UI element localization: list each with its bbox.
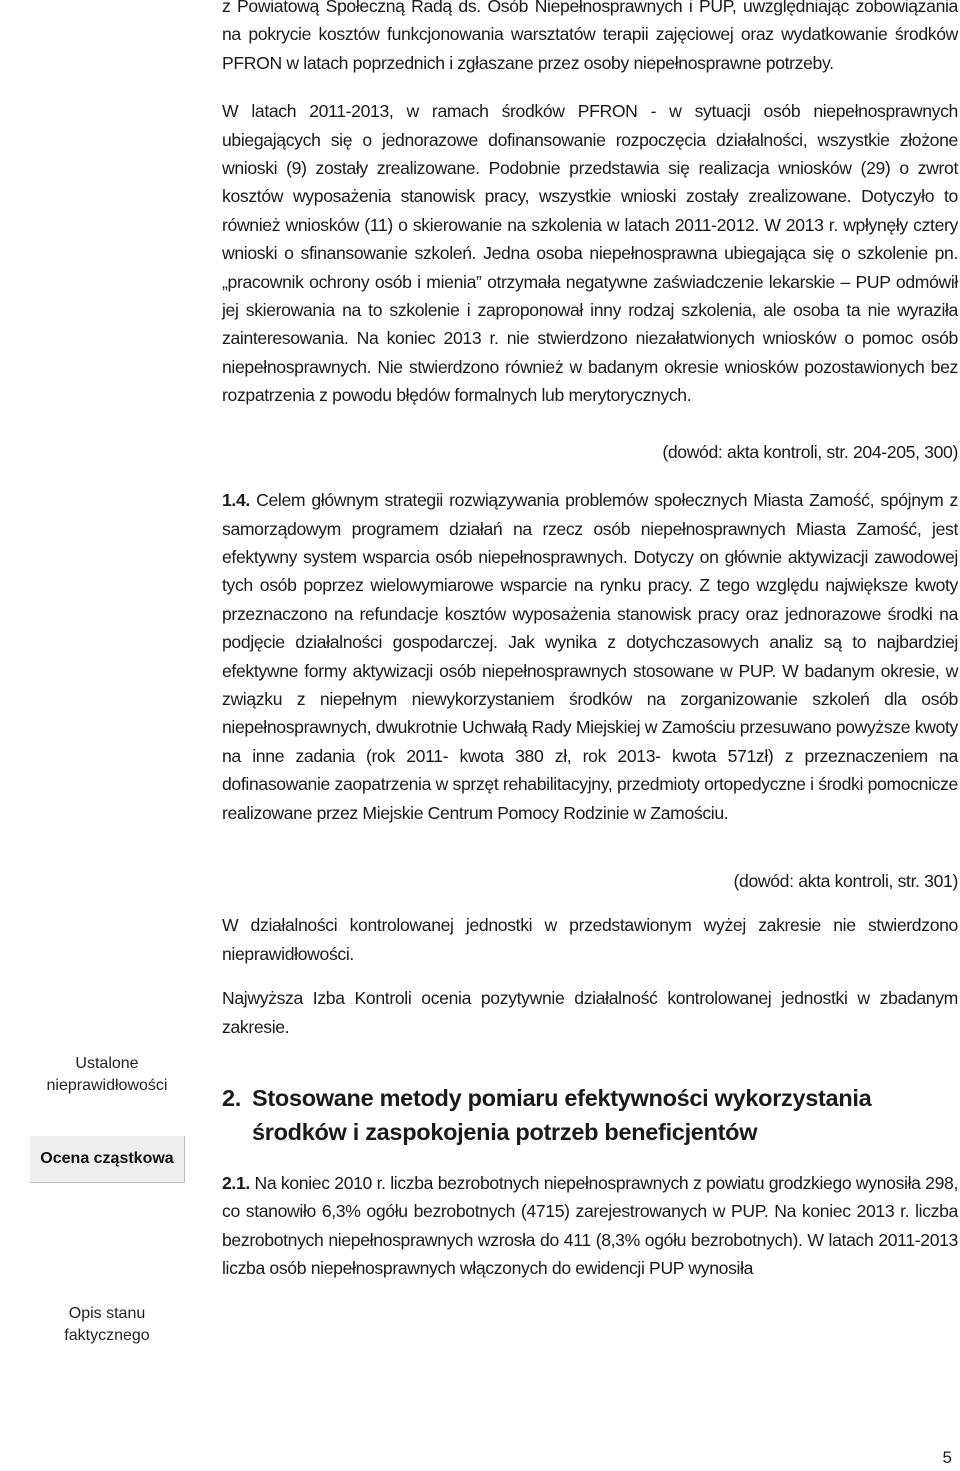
page-number: 5 [942, 1448, 952, 1467]
evidence-reference-2: (dowód: akta kontroli, str. 301) [733, 870, 958, 891]
section-heading-text: Stosowane metody pomiaru efektywności wykorzystania środków i zaspokojenia potrzeb beneficjentów [252, 1085, 872, 1145]
section-heading-2 [222, 1081, 958, 1149]
sidebar-label-factual-description: Opis stanu faktycznego [64, 1305, 150, 1344]
paragraph-unemployment [222, 1169, 958, 1283]
section-number-1-4: 1.4. [222, 490, 250, 511]
section-number-2-1: 2.1. [222, 1173, 250, 1193]
paragraph-continuation: z Powiatową Społeczną Radą ds. Osób Niepełnosprawnych i PUP, uwzględniając zobowiązania na pokrycie kosztów funkcjonowania warsztatów terapii zajęciowej oraz wydatkowanie środków PFRON w latach poprzednich i zgłaszane przez osoby niepełnosprawne potrzeby. [222, 0, 958, 73]
sidebar-label-irregularities: Ustalone nieprawidłowości [46, 1055, 168, 1094]
evidence-reference-1: (dowód: akta kontroli, str. 204-205, 300) [662, 441, 958, 462]
paragraph-unemployment-text: Na koniec 2010 r. liczba bezrobotnych niepełnosprawnych z powiatu grodzkiego wynosiła 298, co stanowiło 6,3% ogółu bezrobotnych (4715) zarejestrowanych w PUP. Na koniec 2013 r. liczba bezrobotnych niepełnosprawnych wzrosła do 411 (8,3% ogółu bezrobotnych). W latach 2011-2013 liczba osób niepełnosprawnych włączonych do ewidencji PUP wynosiła [222, 1173, 958, 1279]
paragraph-strategy [222, 486, 958, 827]
main-text-column [222, 0, 958, 1283]
paragraph-assessment: Najwyższa Izba Kontroli ocenia pozytywnie działalność kontrolowanej jednostki w zbadanym zakresie. [222, 988, 958, 1037]
sidebar-label-partial-assessment: Ocena cząstkowa [30, 1136, 185, 1183]
paragraph-strategy-text: Celem głównym strategii rozwiązywania problemów społecznych Miasta Zamość, spójnym z samorządowym programem działań na rzecz osób niepełnosprawnych Miasta Zamość, jest efektywny system wsparcia osób niepełnosprawnych. Dotyczy on głównie aktywizacji zawodowej tych osób poprzez wielowymiarowe wsparcie na rynku pracy. Z tego względu największe kwoty przeznaczono na refundacje kosztów wyposażenia stanowisk pracy oraz jednorazowe środki na podjęcie działalności gospodarczej. Jak wynika z dotychczasowych analiz są to najbardziej efektywne formy aktywizacji osób niepełnosprawnych stosowane w PUP. W badanym okresie, w związku z niepełnym niewykorzystaniem środków na zorganizowanie szkoleń dla osób niepełnosprawnych, dwukrotnie Uchwałą Rady Miejskiej w Zamościu przesuwano powyższe kwoty na inne zadania (rok 2011- kwota 380 zł, rok 2013- kwota 571zł) z przeznaczeniem na dofinasowanie zaopatrzenia w sprzęt rehabilitacyjny, przedmioty ortopedyczne i środki pomocnicze realizowane przez Miejskie Centrum Pomocy Rodzinie w Zamościu. [222, 490, 958, 823]
paragraph-irregularities: W działalności kontrolowanej jednostki w przedstawionym wyżej zakresie nie stwierdzono nieprawidłowości. [222, 915, 958, 964]
paragraph-pfron: W latach 2011-2013, w ramach środków PFRON - w sytuacji osób niepełnosprawnych ubiegających się o jednorazowe dofinansowanie rozpoczęcia działalności, wszystkie złożone wnioski (9) zostały zrealizowane. Podobnie przedstawia się realizacja wniosków (29) o zwrot kosztów wyposażenia stanowisk pracy, wszystkie wnioski zostały zrealizowane. Dotyczyło to również wniosków (11) o skierowanie na szkolenia w latach 2011-2012. W 2013 r. wpłynęły cztery wnioski o sfinansowanie szkoleń. Jedna osoba niepełnosprawna ubiegająca się o szkolenie pn. „pracownik ochrony osób i mienia” otrzymała negatywne zaświadczenie lekarskie – PUP odmówił jej skierowania na to szkolenie i zaproponował inny rodzaj szkolenia, ale osoba ta nie wyraziła zainteresowania. Na koniec 2013 r. nie stwierdzono niezałatwionych wniosków o pomoc osób niepełnosprawnych. Nie stwierdzono również w badanym okresie wniosków pozostawionych bez rozpatrzenia z powodu błędów formalnych lub merytorycznych. [222, 101, 958, 406]
section-heading-number: 2. [222, 1085, 241, 1111]
